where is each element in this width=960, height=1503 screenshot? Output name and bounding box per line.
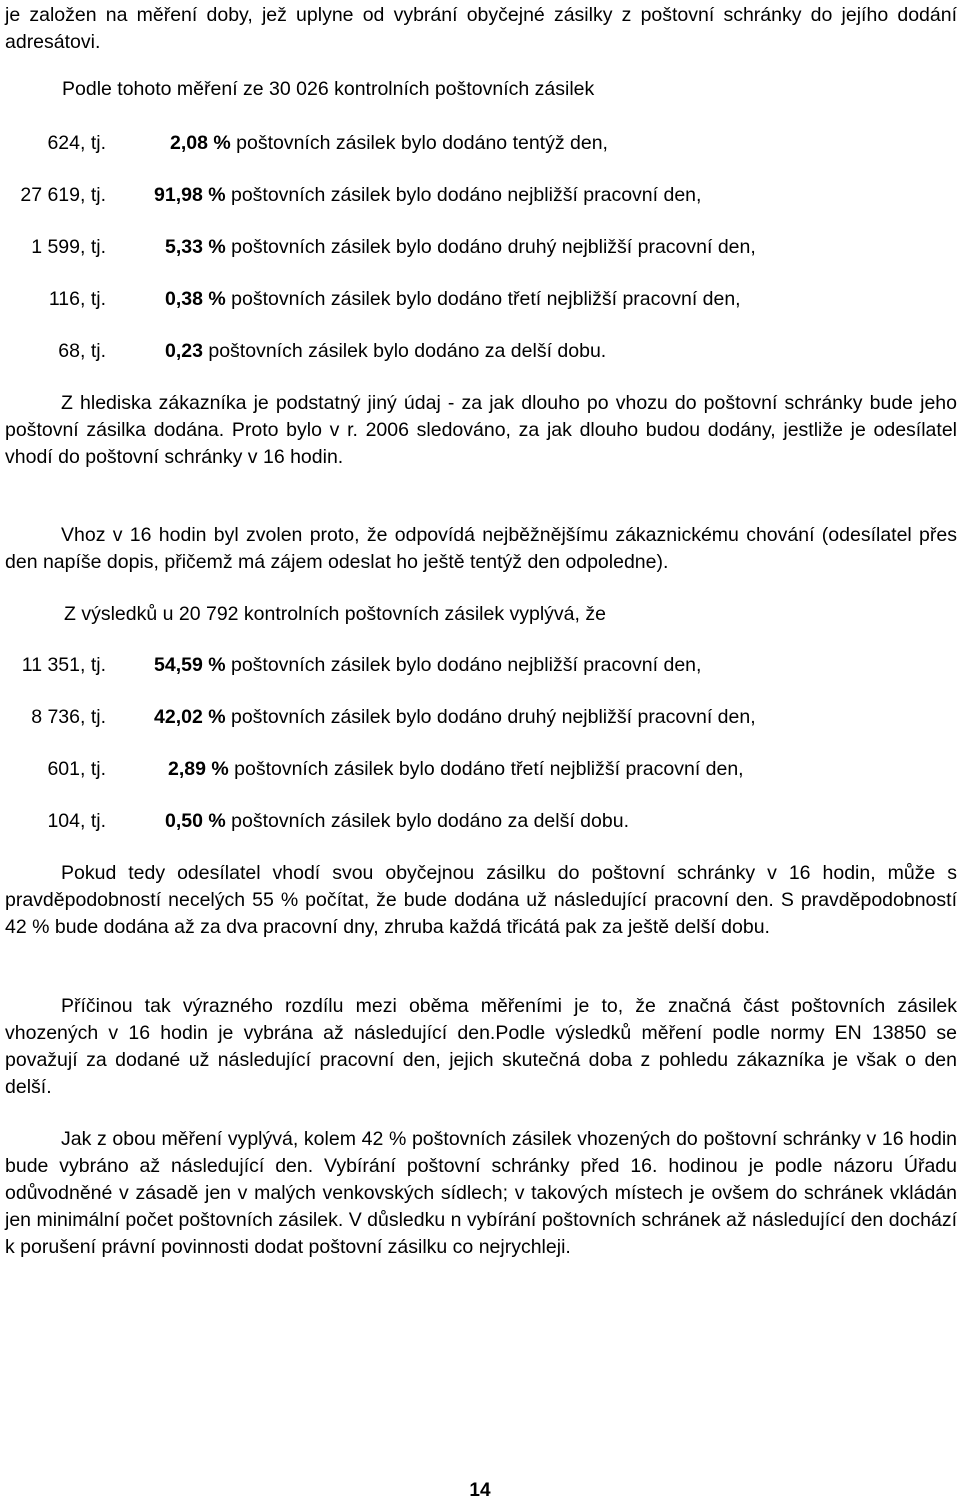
stat-description: poštovních zásilek bylo dodáno nejbližší pracovní den, [225,654,702,676]
stat-text [165,236,756,259]
stat-row [5,340,957,368]
stat-row [5,706,957,734]
stat-text [165,810,629,833]
stat-text [154,654,701,677]
stat-percent: 2,08 % [170,132,231,154]
stat-count: 11 351, tj. [21,654,106,676]
stat-count: 68, tj. [58,340,106,362]
stat-text [165,340,606,363]
stat-percent: 2,89 % [168,758,229,780]
stat-text [154,184,701,207]
paragraph-cause: Příčinou tak výrazného rozdílu mezi oběma měřeními je to, že značná část poštovních zásilek vhozených v 16 hodin je vybrána až následující den.Podle výsledků měření podle normy EN 13850 se považují za dodané už následující pracovní den, jejich skutečná doba z pohledu zákazníka je však o den delší. [5,995,957,1098]
stat-description: poštovních zásilek bylo dodáno druhý nejbližší pracovní den, [225,706,756,728]
stat-row [5,236,957,264]
stat-count: 1 599, tj. [31,236,106,258]
stat-text [170,132,608,155]
stat-percent: 91,98 % [154,184,226,206]
stat-count: 104, tj. [47,810,106,832]
stat-description: poštovních zásilek bylo dodáno druhý nejbližší pracovní den, [225,236,756,258]
stat-description: poštovních zásilek bylo dodáno nejbližší pracovní den, [225,184,702,206]
stat-percent: 5,33 % [165,236,226,258]
paragraph-16h-drop: Vhoz v 16 hodin byl zvolen proto, že odpovídá nejběžnějšímu zákaznickému chování (odesílatel přes den napíše dopis, přičemž má zájem odeslat ho ještě tentýž den odpoledne). [5,524,957,573]
stat-count: 8 736, tj. [31,706,106,728]
page-number: 14 [469,1480,491,1501]
stat-description: poštovních zásilek bylo dodáno za delší dobu. [225,810,629,832]
measurement1-lead: Podle tohoto měření ze 30 026 kontrolních poštovních zásilek [62,78,595,100]
stat-percent: 0,38 % [165,288,226,310]
stat-percent: 0,50 % [165,810,226,832]
paragraph-probability: Pokud tedy odesílatel vhodí svou obyčejnou zásilku do poštovní schránky v 16 hodin, může s pravděpodobností necelých 55 % počítat, že bude dodána už následující pracovní den. S pravděpodobností 42 % bude dodána až za dva pracovní dny, zhruba každá třicátá pak za ještě delší dobu. [5,862,957,938]
stat-percent: 54,59 % [154,654,226,676]
measurement2-lead: Z výsledků u 20 792 kontrolních poštovních zásilek vyplývá, že [64,603,606,625]
stat-row [5,132,957,160]
stat-description: poštovních zásilek bylo dodáno za delší dobu. [202,340,607,362]
stat-count: 116, tj. [48,288,106,310]
stat-description: poštovních zásilek bylo dodáno třetí nejbližší pracovní den, [225,288,741,310]
stat-count: 27 619, tj. [20,184,106,206]
paragraph-conclusion: Jak z obou měření vyplývá, kolem 42 % poštovních zásilek vhozených do poštovní schránky v 16 hodin bude vybráno až následující den. Vybírání poštovní schránky před 16. hodinou je podle názoru Úřadu odůvodněné v zásadě jen v malých venkovských sídlech; v takových místech je ovšem do schránek vkládán jen minimální počet poštovních zásilek. V důsledku n vybírání poštovních schránek až následující den dochází k porušení právní povinnosti dodat poštovní zásilku co nejrychleji. [5,1128,957,1258]
stat-count: 601, tj. [47,758,106,780]
intro-paragraph: je založen na měření doby, jež uplyne od vybrání obyčejné zásilky z poštovní schránky do jejího dodání adresátovi. [5,4,957,53]
stat-description: poštovních zásilek bylo dodáno třetí nejbližší pracovní den, [228,758,744,780]
paragraph-customer-view: Z hlediska zákazníka je podstatný jiný údaj - za jak dlouho po vhozu do poštovní schránky bude jeho poštovní zásilka dodána. Proto bylo v r. 2006 sledováno, za jak dlouho budou dodány, jestliže je odesílatel vhodí do poštovní schránky v 16 hodin. [5,392,957,468]
stat-row [5,758,957,786]
stat-description: poštovních zásilek bylo dodáno tentýž den, [230,132,608,154]
stat-row [5,654,957,682]
stat-text [168,758,744,781]
stat-row [5,288,957,316]
stat-text [154,706,756,729]
stat-text [165,288,741,311]
stat-row [5,184,957,212]
stat-row [5,810,957,838]
stat-count: 624, tj. [47,132,106,154]
stat-percent: 42,02 % [154,706,226,728]
stat-percent: 0,23 [165,340,203,362]
